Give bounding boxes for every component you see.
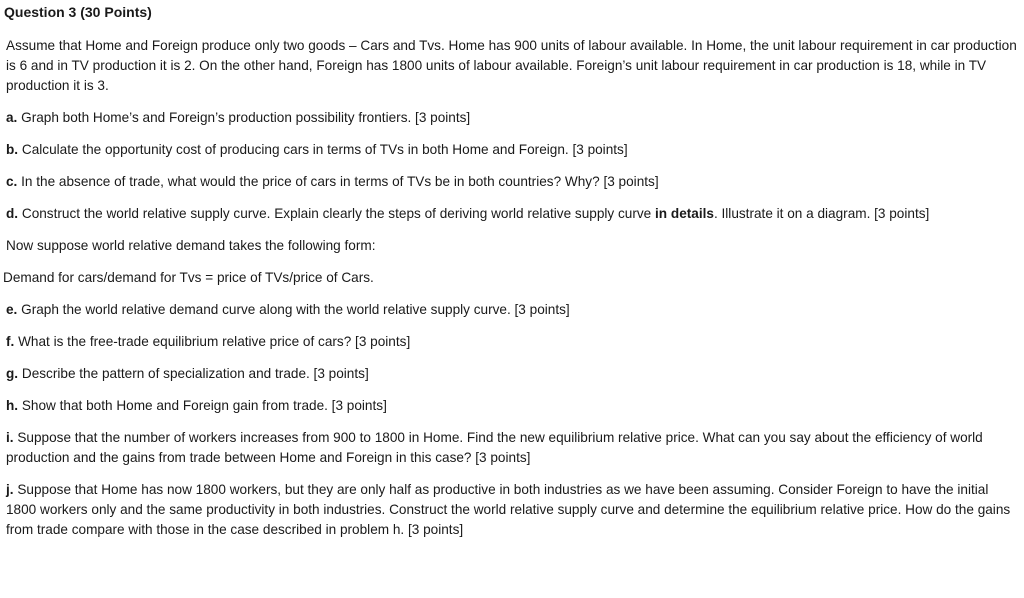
demand-intro: Now suppose world relative demand takes the following form:: [6, 238, 376, 253]
part-i-label: i.: [6, 430, 14, 445]
part-g-text: Describe the pattern of specialization and trade. [3 points]: [18, 366, 369, 381]
part-i-text: Suppose that the number of workers increases from 900 to 1800 in Home. Find the new equilibrium relative price. What can you say about the efficiency of world production and the gains from trade between Home and Foreign in this case? [3 points]: [6, 430, 983, 465]
part-j-text: Suppose that Home has now 1800 workers, but they are only half as productive in both industries as we have been assuming. Consider Foreign to have the initial 1800 workers only and the same productivity in both industries. Construct the world relative supply curve and determine the equilibrium relative price. How do the gains from trade compare with those in the case described in problem h. [3 points]: [6, 482, 1011, 537]
part-d-emphasis: in details: [655, 206, 714, 221]
part-b-text: Calculate the opportunity cost of producing cars in terms of TVs in both Home and Foreign. [3 points]: [18, 142, 628, 157]
part-f-text: What is the free-trade equilibrium relative price of cars? [3 points]: [14, 334, 411, 349]
part-c-text: In the absence of trade, what would the price of cars in terms of TVs be in both countries? Why? [3 points]: [17, 174, 659, 189]
part-j-label: j.: [6, 482, 14, 497]
demand-formula: Demand for cars/demand for Tvs = price of TVs/price of Cars.: [3, 270, 374, 285]
part-h-text: Show that both Home and Foreign gain from trade. [3 points]: [18, 398, 387, 413]
part-f: [3, 332, 1018, 352]
part-b: [3, 140, 1018, 160]
question-title: Question 3 (30 Points): [4, 4, 152, 20]
question-intro: Assume that Home and Foreign produce only two goods – Cars and Tvs. Home has 900 units of labour available. In Home, the unit labour requirement in car production is 6 and in TV production it is 2. On the other hand, Foreign has 1800 units of labour available. Foreign’s unit labour requirement in car production is 18, while in TV production it is 3.: [6, 38, 1017, 93]
part-e-text: Graph the world relative demand curve along with the world relative supply curve. [3 points]: [17, 302, 570, 317]
part-i: [3, 428, 1018, 468]
part-a-text: Graph both Home’s and Foreign’s production possibility frontiers. [3 points]: [17, 110, 471, 125]
part-g: [3, 364, 1018, 384]
part-b-label: b.: [6, 142, 19, 157]
question-page: [0, 2, 1024, 598]
part-g-label: g.: [6, 366, 19, 381]
part-h-label: h.: [6, 398, 19, 413]
part-h: [3, 396, 1018, 416]
part-d: [3, 204, 1018, 224]
part-c-label: c.: [6, 174, 18, 189]
part-c: [3, 172, 1018, 192]
part-e: [3, 300, 1018, 320]
part-a: [3, 108, 1018, 128]
part-d-text-before: Construct the world relative supply curve. Explain clearly the steps of deriving world relative supply curve: [18, 206, 656, 221]
part-j: [3, 480, 1018, 540]
part-f-label: f.: [6, 334, 15, 349]
part-d-label: d.: [6, 206, 19, 221]
part-a-label: a.: [6, 110, 18, 125]
part-e-label: e.: [6, 302, 18, 317]
part-d-text-after: . Illustrate it on a diagram. [3 points]: [713, 206, 930, 221]
